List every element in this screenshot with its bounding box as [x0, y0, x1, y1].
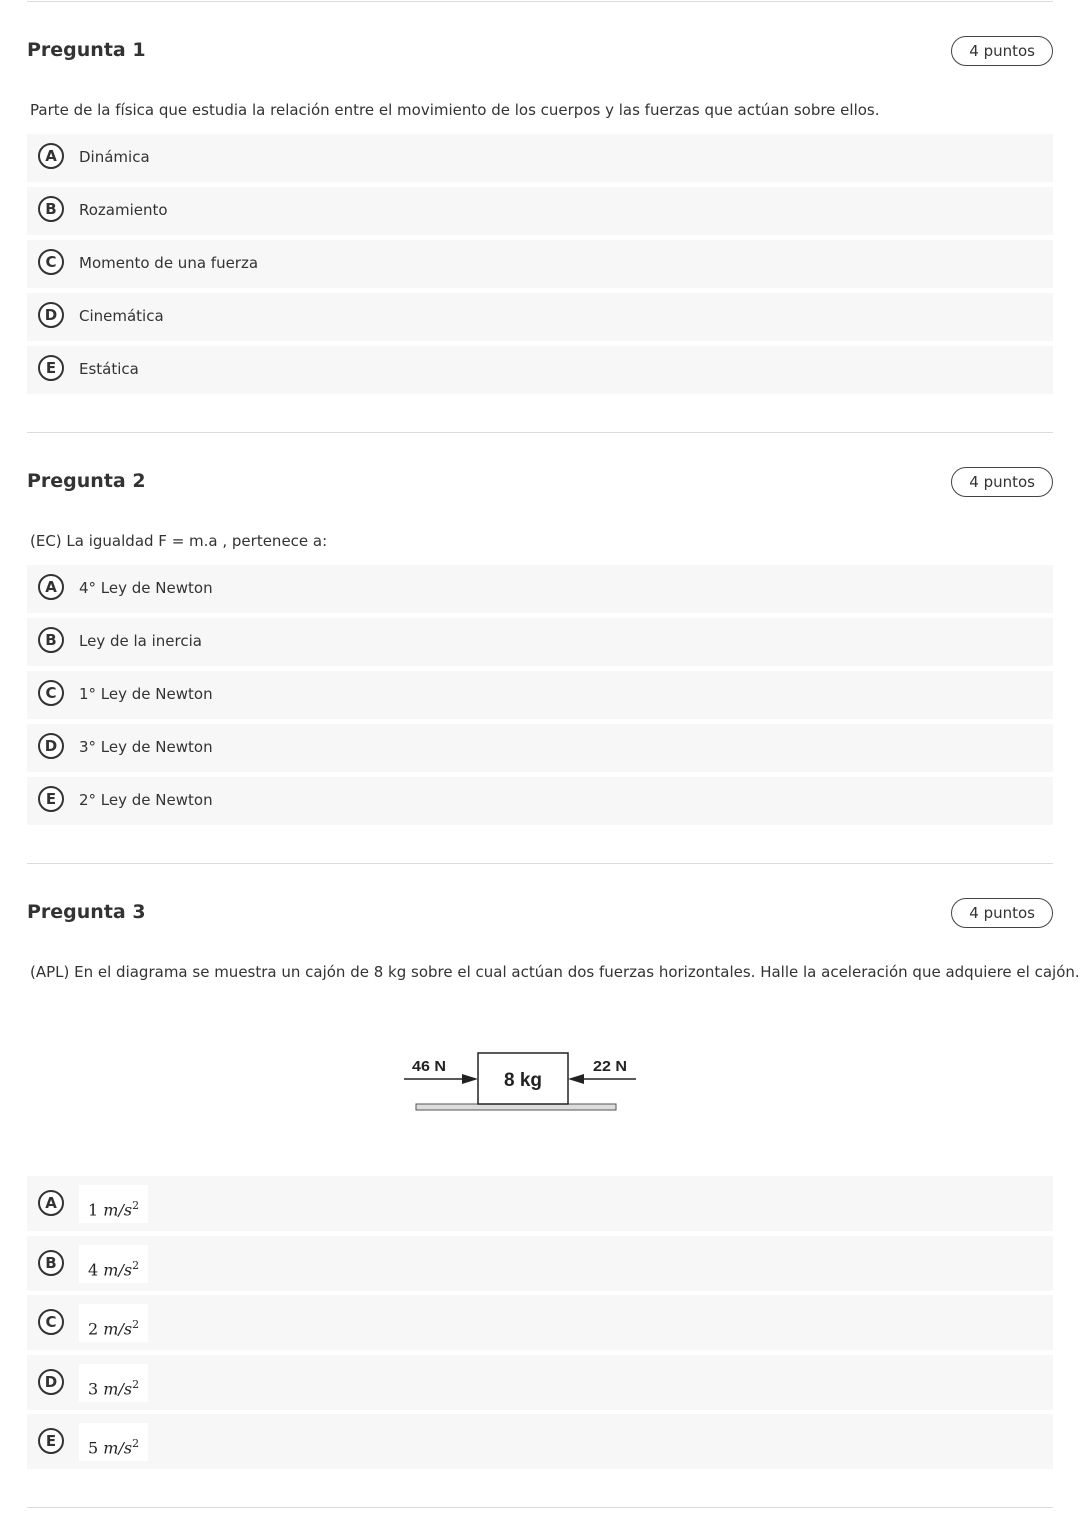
- option-label: 2° Ley de Newton: [79, 791, 213, 809]
- question-2: [27, 467, 1053, 809]
- option-label: Rozamiento: [79, 201, 168, 219]
- left-arrowhead: [462, 1074, 478, 1084]
- option-letter: A: [38, 143, 64, 169]
- option-value: 5: [88, 1438, 99, 1458]
- option-exponent: 2: [132, 1259, 140, 1272]
- option-letter: D: [38, 733, 64, 759]
- divider: [27, 432, 1053, 433]
- divider: [27, 863, 1053, 864]
- option-label: 3° Ley de Newton: [79, 738, 213, 756]
- option-label: Dinámica: [79, 148, 150, 166]
- option-value: 1: [88, 1200, 99, 1220]
- option-letter: B: [38, 196, 64, 222]
- option-c[interactable]: [27, 1295, 1053, 1350]
- option-letter: B: [38, 627, 64, 653]
- option-letter: A: [38, 574, 64, 600]
- option-unit: m/s: [103, 1319, 133, 1339]
- points-badge: 4 puntos: [951, 898, 1053, 928]
- question-3: [27, 898, 1080, 981]
- option-exponent: 2: [132, 1318, 140, 1331]
- option-c[interactable]: [27, 240, 1053, 288]
- option-b[interactable]: [27, 1236, 1053, 1291]
- option-letter: E: [38, 1428, 64, 1454]
- option-letter: C: [38, 680, 64, 706]
- option-unit: m/s: [103, 1200, 133, 1220]
- option-e[interactable]: [27, 346, 1053, 394]
- mass-label: 8 kg: [503, 1070, 543, 1091]
- option-exponent: 2: [132, 1378, 140, 1391]
- question-header: [27, 36, 1053, 70]
- question-text: (EC) La igualdad F = m.a , pertenece a:: [30, 532, 328, 550]
- option-d[interactable]: [27, 293, 1053, 341]
- option-a[interactable]: [27, 1176, 1053, 1231]
- option-letter: C: [38, 1309, 64, 1335]
- option-label: 1° Ley de Newton: [79, 685, 213, 703]
- question-text: Parte de la física que estudia la relación entre el movimiento de los cuerpos y las fuerzas que actúan sobre ellos.: [30, 101, 880, 119]
- option-math: [79, 1423, 148, 1461]
- divider: [27, 1, 1053, 2]
- option-label: Estática: [79, 360, 139, 378]
- option-a[interactable]: [27, 134, 1053, 182]
- option-exponent: 2: [132, 1199, 140, 1212]
- points-badge: 4 puntos: [951, 36, 1053, 66]
- option-a[interactable]: [27, 565, 1053, 613]
- option-math: [79, 1304, 148, 1342]
- option-value: 4: [88, 1260, 99, 1280]
- question-header: [27, 898, 1053, 932]
- question-text: (APL) En el diagrama se muestra un cajón de 8 kg sobre el cual actúan dos fuerzas horizontales. Halle la aceleración que adquiere el cajón.: [30, 963, 1080, 981]
- right-arrowhead: [568, 1074, 584, 1084]
- option-letter: C: [38, 249, 64, 275]
- question-title: Pregunta 1: [27, 39, 146, 61]
- left-force-label: 46 N: [412, 1058, 446, 1075]
- option-letter: E: [38, 786, 64, 812]
- option-label: 4° Ley de Newton: [79, 579, 213, 597]
- option-e[interactable]: [27, 1414, 1053, 1469]
- option-math: [79, 1185, 148, 1223]
- right-force-label: 22 N: [593, 1058, 627, 1075]
- option-label: Cinemática: [79, 307, 164, 325]
- ground-surface: [416, 1104, 616, 1110]
- option-exponent: 2: [132, 1437, 140, 1450]
- option-label: Momento de una fuerza: [79, 254, 259, 272]
- question-1: [27, 36, 1053, 378]
- question-header: [27, 467, 1053, 501]
- option-value: 2: [88, 1319, 99, 1339]
- option-e[interactable]: [27, 777, 1053, 825]
- force-diagram: [400, 1046, 640, 1118]
- option-unit: m/s: [103, 1260, 133, 1280]
- option-b[interactable]: [27, 618, 1053, 666]
- question-title: Pregunta 3: [27, 901, 146, 923]
- option-b[interactable]: [27, 187, 1053, 235]
- option-value: 3: [88, 1379, 99, 1399]
- option-math: [79, 1364, 148, 1402]
- option-letter: D: [38, 302, 64, 328]
- option-letter: E: [38, 355, 64, 381]
- option-letter: B: [38, 1250, 64, 1276]
- option-label: Ley de la inercia: [79, 632, 202, 650]
- points-badge: 4 puntos: [951, 467, 1053, 497]
- option-letter: A: [38, 1190, 64, 1216]
- option-unit: m/s: [103, 1438, 133, 1458]
- divider: [27, 1507, 1053, 1508]
- option-d[interactable]: [27, 724, 1053, 772]
- option-c[interactable]: [27, 671, 1053, 719]
- option-d[interactable]: [27, 1355, 1053, 1410]
- option-letter: D: [38, 1369, 64, 1395]
- question-title: Pregunta 2: [27, 470, 146, 492]
- option-math: [79, 1245, 148, 1283]
- option-unit: m/s: [103, 1379, 133, 1399]
